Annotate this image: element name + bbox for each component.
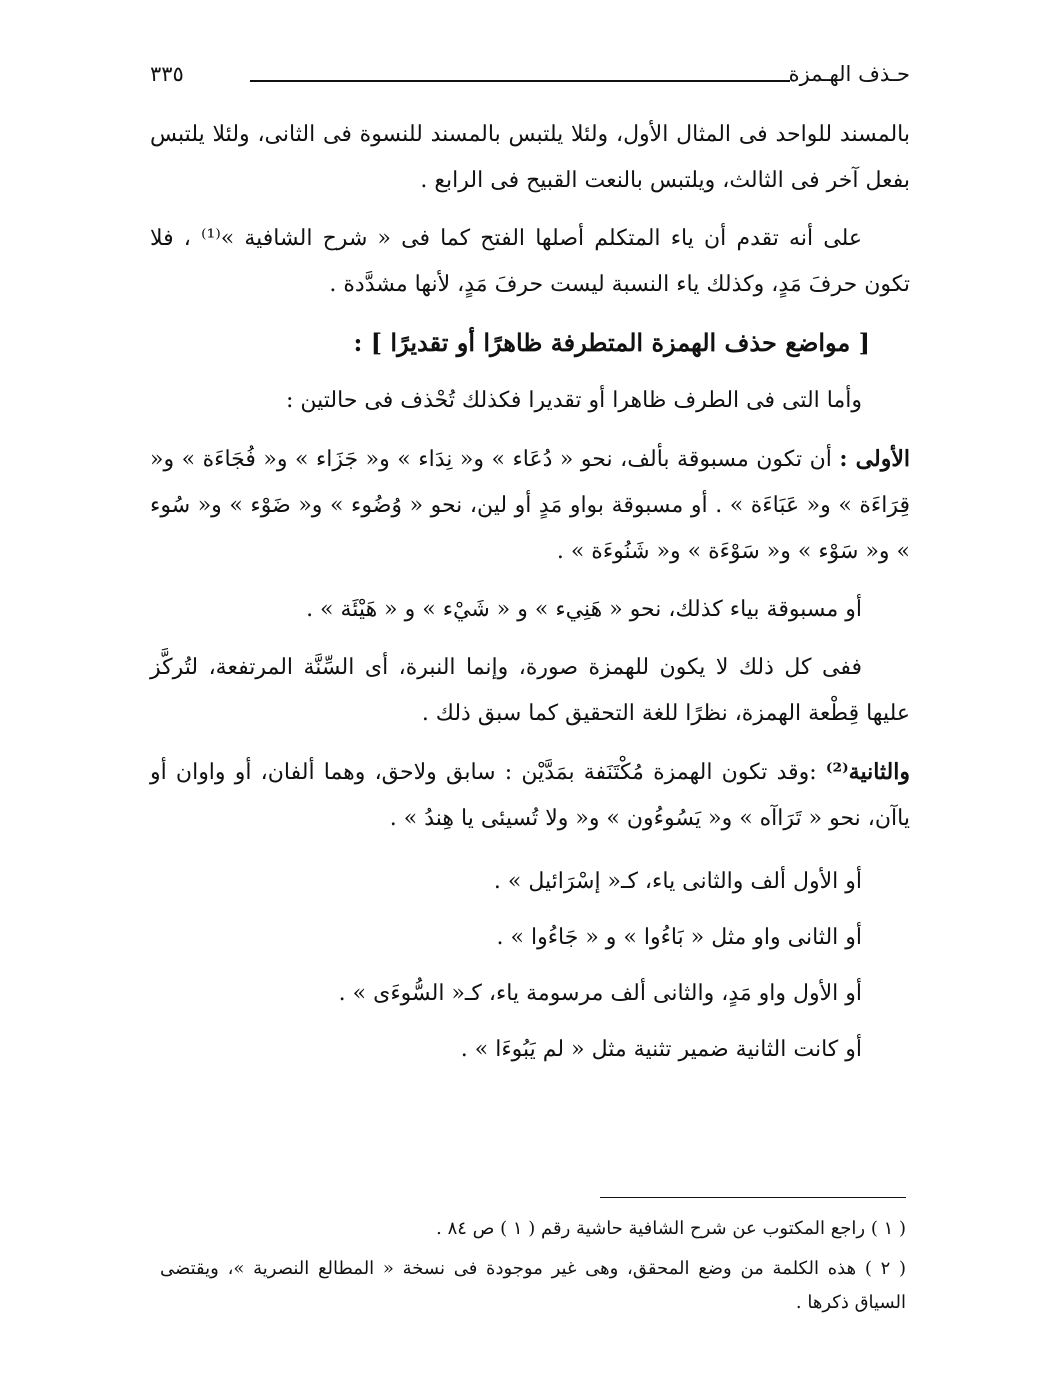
paragraph-10: أو الأول واو مَدٍ، والثانى ألف مرسومة ياء، كـ« السُّوءَى » . [338, 981, 862, 1006]
chapter-title: حـذف الهـمزة [788, 62, 910, 86]
paragraph-8: أو الأول ألف والثانى ياء، كـ« إسْرَائيل » . [493, 869, 862, 894]
footnote-1: ( ١ ) راجع المكتوب عن شرح الشافية حاشية رقم ( ١ ) ص ٨٤ . [436, 1218, 906, 1239]
paragraph-3: وأما التى فى الطرف ظاهرا أو تقديرا فكذلك تُحْذف فى حالتين : [285, 388, 862, 413]
footnote-2: ( ٢ ) هذه الكلمة من وضع المحقق، وهى غير موجودة فى نسخة « المطالع النصرية »، ويقتضى السياق ذكرها . [160, 1258, 907, 1313]
paragraph-9: أو الثانى واو مثل « بَاءُوا » و « جَاءُوا » . [496, 925, 862, 950]
paragraph-7-text: :وقد تكون الهمزة مُكْتَنَفة بمَدَّيْن : سابق ولاحق، وهما ألفان، أو واوان أو ياآن، نحو « تَرَاآه » و« يَسُوءُون » و« ولا تُسيئى يا هِندُ » . [150, 760, 910, 831]
body-text [150, 112, 910, 1078]
paragraph-1: بالمسند للواحد فى المثال الأول، ولئلا يلتبس بالمسند للنسوة فى الثانى، ولئلا يلتبس بفعل آخر فى الثالث، ويلتبس بالنعت القبيح فى الرابع . [150, 122, 910, 193]
footnotes [160, 1212, 906, 1326]
footnote-rule [600, 1197, 906, 1198]
paragraph-11: أو كانت الثانية ضمير تثنية مثل « لم يَبُوءَا » . [460, 1037, 862, 1062]
paragraph-4-lead: الأولى : [839, 446, 910, 472]
section-heading: [ مواضع حذف الهمزة المتطرفة ظاهرًا أو تقديرًا ] : [353, 328, 870, 357]
running-header [150, 60, 910, 100]
paragraph-6: ففى كل ذلك لا يكون للهمزة صورة، وإنما النبرة، أى السِّنَّة المرتفعة، لتُركَّز عليها قِطْعة الهمزة، نظرًا للغة التحقيق كما سبق ذلك . [150, 655, 910, 726]
header-rule [250, 80, 790, 82]
paragraph-5: أو مسبوقة بياء كذلك، نحو « هَنِيء » و « شَيْء » و « هَيْئَة » . [306, 597, 862, 622]
page-number: ٣٣٥ [150, 62, 184, 86]
paragraph-7 [150, 749, 910, 842]
paragraph-2: على أنه تقدم أن ياء المتكلم أصلها الفتح كما فى « شرح الشافية »⁽¹⁾ ، فلا تكون حرفَ مَدٍ، وكذلك ياء النسبة ليست حرفَ مَدٍ، لأنها مشدَّدة . [150, 226, 910, 297]
paragraph-7-lead: والثانية⁽²⁾ [825, 759, 910, 785]
paragraph-4 [150, 436, 910, 575]
paragraph-4-text: أن تكون مسبوقة بألف، نحو « دُعَاء » و« نِدَاء » و« جَزَاء » و« فُجَاءَة » و« قِرَاءَة » و« عَبَاءَة » . أو مسبوقة بواو مَدٍ أو لين، نحو « وُضُوء » و« ضَوْء » و« سُوء » و« سَوْء » و« سَوْءَة » و« شَنُوءَة » . [150, 447, 910, 564]
